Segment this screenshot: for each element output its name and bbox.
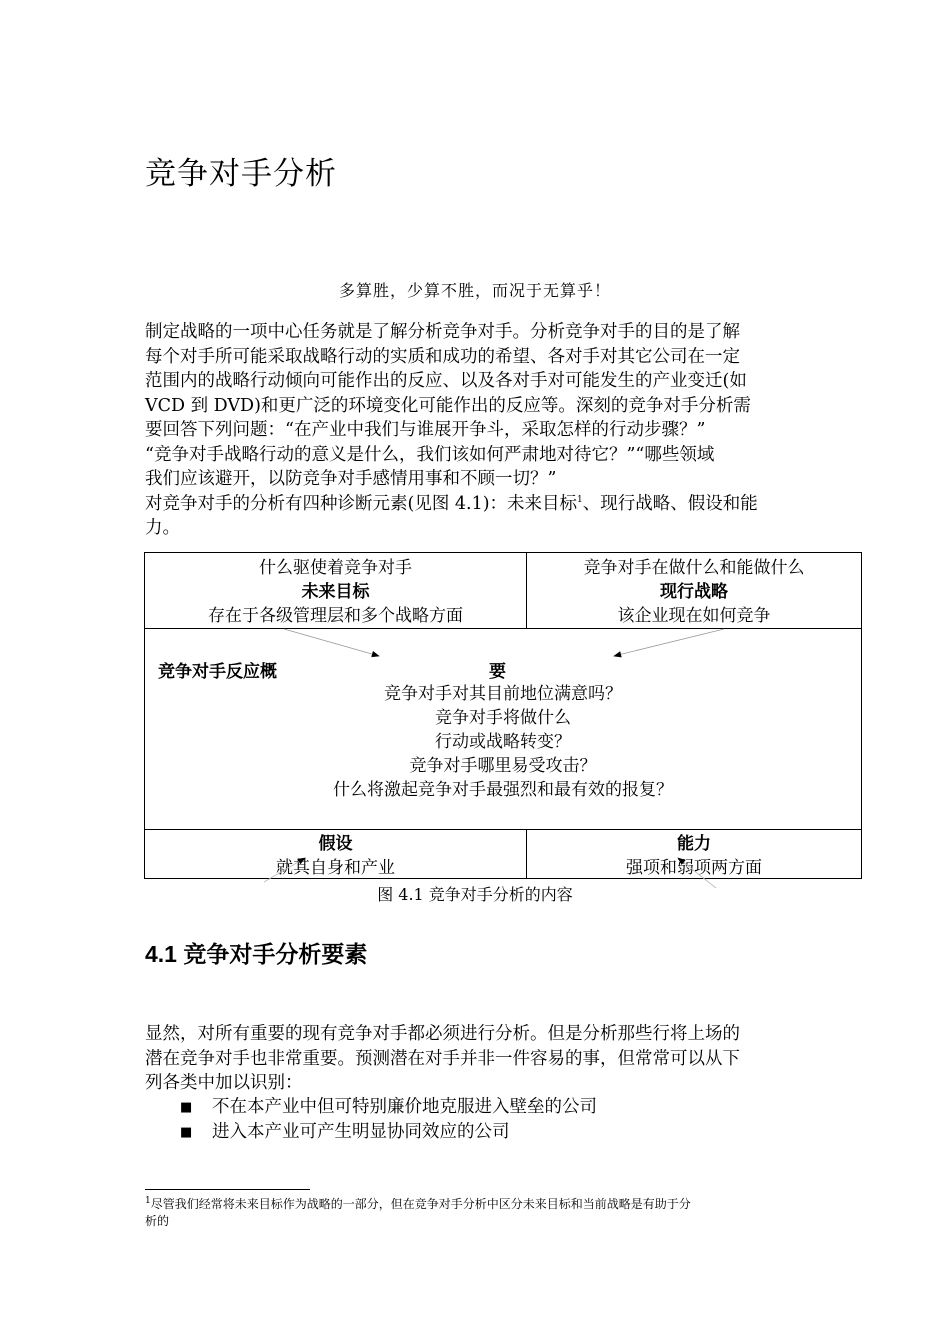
intro-line: 制定战略的一项中心任务就是了解分析竞争对手。分析竞争对手的目的是了解 [145,322,740,342]
list-item [180,1120,597,1145]
section-paragraph [145,1022,805,1096]
list-item [180,1095,597,1120]
response-question: 竞争对手将做什么 [435,708,571,728]
arrow-assumptions-to-profile [264,858,305,882]
diagram-arrows [144,552,862,897]
box-heading: 假设 [318,834,353,853]
box-heading: 能力 [677,834,711,853]
intro-line: 要回答下列问题：“在产业中我们与谁展开争斗，采取怎样的行动步骤？” [145,420,706,440]
box-heading: 未来目标 [301,582,370,601]
response-question: 行动或战略转变？ [435,732,571,752]
section-line: 潜在竞争对手也非常重要。预测潜在对手并非一件容易的事，但常常可以从下 [145,1048,740,1069]
bullet-list [180,1095,597,1145]
box-description: 该企业现在如何竞争 [617,606,771,626]
box-subtitle: 什么驱使着竞争对手 [259,558,412,578]
page-title: 竞争对手分析 [145,156,337,192]
footnote-number: 1 [145,1196,151,1206]
intro-paragraph [145,320,805,541]
box-heading-left: 竞争对手反应概 [158,662,277,681]
figure-caption: 图 4.1 竞争对手分析的内容 [377,885,573,904]
intro-line: “竞争对手战略行动的意义是什么，我们该如何严肃地对待它？”“哪些领域 [145,444,715,465]
bullet-square-icon: ■ [180,1100,193,1115]
arrow-strategy-to-profile [614,629,724,656]
analysis-diagram [144,552,862,879]
box-description: 存在于各级管理层和多个战略方面 [208,606,463,626]
intro-line [145,492,805,517]
intro-line: 每个对手所可能采取战略行动的实质和成功的希望、各对手对其它公司在一定 [145,346,740,367]
footnote-ref[interactable]: 1 [577,494,583,505]
response-question: 竞争对手对其目前地位满意吗？ [384,684,622,704]
section-heading: 4.1 竞争对手分析要素 [145,941,368,967]
section-line: 显然，对所有重要的现有竞争对手都必须进行分析。但是分析那些行将上场的 [145,1024,740,1044]
bullet-square-icon: ■ [180,1125,193,1140]
response-question: 什么将激起竞争对手最强烈和最有效的报复？ [333,780,673,800]
box-description: 强项和弱项两方面 [626,858,762,878]
intro-line: VCD 到 DVD)和更广泛的环境变化可能作出的反应等。深刻的竞争对手分析需 [145,395,751,416]
intro-line: 范围内的战略行动倾向可能作出的反应、以及各对手对可能发生的产业变迁(如 [145,371,747,391]
box-heading-right: 要 [489,662,506,681]
footnote-text: 尽管我们经常将未来目标作为战略的一部分，但在竞争对手分析中区分未来目标和当前战略是有助于分 [150,1197,691,1211]
box-description: 就其自身和产业 [276,858,395,878]
box-heading: 现行战略 [660,582,728,601]
box-subtitle: 竞争对手在做什么和能做什么 [583,558,805,578]
footnote [145,1196,805,1230]
footnote-separator [145,1189,310,1190]
section-line: 列各类中加以识别： [145,1073,303,1093]
intro-line-text: 对竞争对手的分析有四种诊断元素(见图 4.1)：未来目标 [145,493,578,514]
footnote-text-continued: 析的 [145,1214,170,1228]
intro-line: 力。 [145,518,180,538]
intro-line: 我们应该避开，以防竞争对手感情用事和不顾一切？” [145,469,557,489]
response-question: 竞争对手哪里易受攻击？ [409,756,597,776]
list-item-text: 进入本产业可产生明显协同效应的公司 [212,1122,510,1142]
arrow-goals-to-profile [284,629,379,656]
motto-quote: 多算胜，少算不胜，而况于无算乎！ [338,281,611,300]
list-item-text: 不在本产业中但可特别廉价地克服进入壁垒的公司 [212,1097,597,1117]
intro-line-text: 、现行战略、假设和能 [582,493,758,514]
